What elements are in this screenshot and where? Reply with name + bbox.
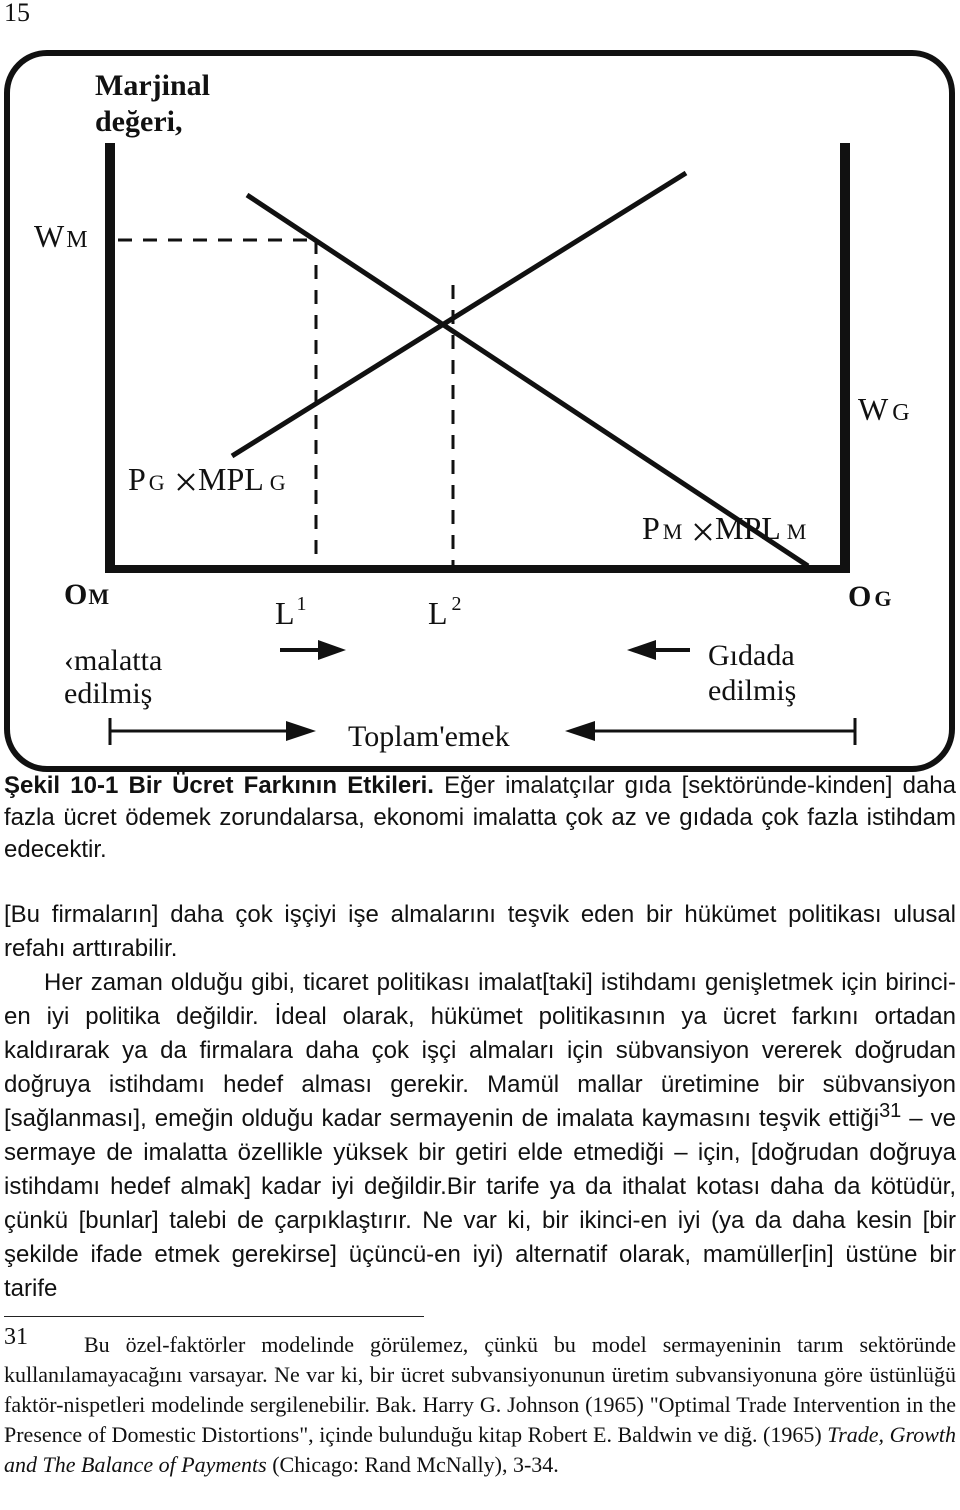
total-labor-label: Toplam'emek <box>348 720 510 753</box>
paragraph-2: Her zaman olduğu gibi, ticaret politikası imalat[taki] istihdamı genişletmek için birinci-en iyi politika değildir. İdeal olarak, hükümet politikasının ya ücret farkını ortadan kaldırarak ya da firmalara daha çok işçi almaları için sübvansiyon vererek doğrudan doğruya istihdamı hedef alması gerekir. Mamül mallar üretimine bir sübvansiyon [sağlanması], emeğin olduğu kadar sermayenin de imalata kaymasını teşvik ettiği$^{31}$ – ve sermaye de imalatta özellikle yüksek bir getiri elde etmediği – için, [doğrudan doğruya istihdamı hedef almak] kadar iyi değildir.Bir tarife ya da ithalat kotası daha da kötüdür, çünkü [bunlar] talebi de çarpıklaştırır. Ne var ki, bir ikinci-en iyi (ya da daha kesin [bir şekilde ifade etmek gerekirse] üçüncü-en iyi) alternatif olarak, mamüller[in] üstüne bir tarife <box>4 969 956 1302</box>
figure-caption <box>4 770 956 866</box>
l2-label: L $^2$ <box>428 593 462 631</box>
origin-g-label: O G <box>848 580 892 613</box>
footnote-book-title: Trade, Growth and The Balance of Payments <box>4 1422 956 1477</box>
page-number: 15 <box>4 0 30 27</box>
pm-mplm-label: P M <box>642 510 683 546</box>
caption-bold: Şekil 10-1 Bir Ücret Farkının Etkileri. <box>4 772 434 799</box>
pg-mplg-label: P G <box>128 461 165 497</box>
svg-text:MPLG: MPL G <box>198 461 286 497</box>
footnote-rule <box>4 1316 424 1317</box>
wm-label: WM <box>34 218 88 254</box>
left-arrow-head <box>627 640 656 660</box>
svg-text:MPLM: MPL M <box>715 510 807 546</box>
right-arrow-head <box>318 640 346 660</box>
footnote-number: 31 <box>4 1324 28 1350</box>
right-note-line2: edilmiş <box>708 674 797 707</box>
left-note-line2: edilmiş <box>64 677 153 710</box>
origin-m-label: OM <box>64 578 110 611</box>
paragraph-1: [Bu firmaların] daha çok işçiyi işe almalarını teşvik eden bir hükümet politikası ulusal refahı arttırabilir. <box>4 901 956 962</box>
footnote-ref: 31 <box>879 1100 902 1122</box>
y-axis-label-line1: Marjinal <box>95 69 210 102</box>
right-note-line1: Gıdada <box>708 639 795 672</box>
pg-mplg-curve <box>232 173 686 456</box>
caption-text: Eğer imalatçılar gıda [sektöründe-kinden] daha fazla ücret ödemek zorundalarsa, ekonomi imalatta çok az ve gıdada çok fazla istihdam edecektir. <box>4 772 956 863</box>
l1-label: L $^1$ <box>275 593 307 631</box>
wg-label: W G <box>858 391 910 427</box>
footnote-text: Bu özel-faktörler modelinde görülemez, çünkü bu model sermayeninin tarım sektöründe kullanılamayacağını varsayar. Ne var ki, bir ücret subvansiyonunun üretim subvansiyonuna göre üstünlüğü faktör-nispetleri modelinde sergilenebilir. Bak. Harry G. Johnson (1965) "Optimal Trade Intervention in the Presence of Domestic Distortions", içinde bulunduğu kitap Robert E. Baldwin ve diğ. (1965) Trade, Growth and The Balance of Payments (Chicago: Rand McNally), 3-34. <box>4 1332 956 1477</box>
left-note-line1: ‹malatta <box>64 644 163 677</box>
y-axis-label-line2: değeri, <box>95 105 183 138</box>
